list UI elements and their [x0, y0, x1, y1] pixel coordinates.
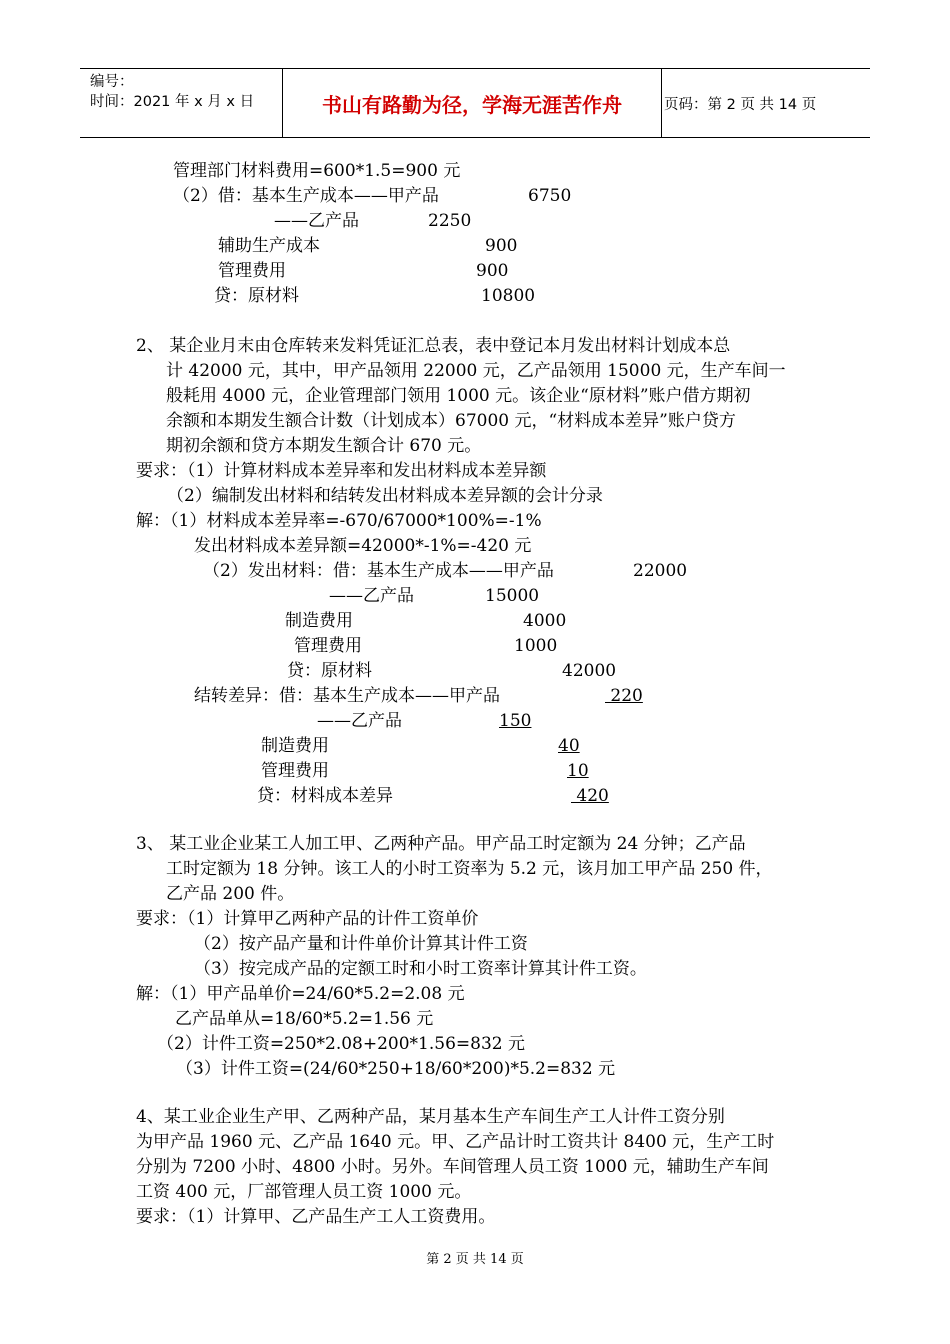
entry-amount: 420: [571, 786, 609, 806]
entry-amount: 2250: [428, 211, 472, 231]
requirement-text: （2）编制发出材料和结转发出材料成本差异额的会计分录: [167, 486, 603, 506]
page-header: [80, 68, 870, 138]
question-text: 为甲产品 1960 元、乙产品 1640 元。甲、乙产品计时工资共计 8400 元，生产工时: [136, 1132, 775, 1152]
solution-text: （2）计件工资=250*2.08+200*1.56=832 元: [157, 1034, 525, 1054]
entry-amount: 150: [499, 711, 532, 731]
entry-amount: 15000: [485, 586, 540, 606]
solution-text: 乙产品单从=18/60*5.2=1.56 元: [175, 1009, 434, 1029]
question-text: 3、 某工业企业某工人加工甲、乙两种产品。甲产品工时定额为 24 分钟；乙产品: [136, 834, 746, 854]
header-divider: [661, 69, 662, 137]
entry-account: （2）借：基本生产成本——甲产品: [173, 186, 439, 206]
text-line: 管理部门材料费用=600*1.5=900 元: [173, 161, 461, 181]
question-text: 乙产品 200 件。: [166, 884, 295, 904]
entry-amount: 10: [567, 761, 589, 781]
question-text: 分别为 7200 小时、4800 小时。另外。车间管理人员工资 1000 元，辅助生产车间: [136, 1157, 769, 1177]
entry-account: 管理费用: [261, 761, 329, 781]
entry-amount: 4000: [523, 611, 567, 631]
entry-account: （2）发出材料：借：基本生产成本——甲产品: [203, 561, 554, 581]
entry-amount: 10800: [481, 286, 536, 306]
entry-amount: 1000: [514, 636, 558, 656]
serial-label: 编号：: [90, 74, 134, 90]
question-text: 工资 400 元，厂部管理人员工资 1000 元。: [136, 1182, 472, 1202]
entry-amount: 22000: [633, 561, 688, 581]
entry-amount: 6750: [528, 186, 572, 206]
question-text: 般耗用 4000 元，企业管理部门领用 1000 元。该企业“原材料”账户借方期初: [166, 386, 751, 406]
requirement-text: 要求：（1）计算材料成本差异率和发出材料成本差异额: [136, 461, 547, 481]
entry-account: 管理费用: [294, 636, 362, 656]
entry-account: 贷：原材料: [287, 661, 372, 681]
header-meta: [90, 72, 254, 112]
question-text: 工时定额为 18 分钟。该工人的小时工资率为 5.2 元，该月加工甲产品 250 件，: [166, 859, 773, 879]
solution-text: 发出材料成本差异额=42000*-1%=-420 元: [194, 536, 532, 556]
entry-account: ——乙产品: [329, 586, 414, 606]
page-footer: 第 2 页 共 14 页: [426, 1252, 524, 1267]
entry-amount: 40: [558, 736, 580, 756]
entry-account: 辅助生产成本: [218, 236, 320, 256]
requirement-text: 要求：（1）计算甲、乙产品生产工人工资费用。: [136, 1207, 496, 1227]
entry-amount: 900: [476, 261, 509, 281]
entry-amount: 220: [605, 686, 643, 706]
header-page-number: 页码：第 2 页 共 14 页: [664, 97, 817, 113]
solution-text: 解：（1）材料成本差异率=-670/67000*100%=-1%: [136, 511, 542, 531]
entry-account: ——乙产品: [274, 211, 359, 231]
entry-account: 管理费用: [218, 261, 286, 281]
header-motto: 书山有路勤为径，学海无涯苦作舟: [322, 92, 622, 117]
time-label: 时间：2021 年 x 月 x 日: [90, 94, 255, 110]
entry-account: 贷：原材料: [214, 286, 299, 306]
question-text: 计 42000 元，其中，甲产品领用 22000 元，乙产品领用 15000 元，生产车间一: [166, 361, 786, 381]
question-text: 期初余额和贷方本期发生额合计 670 元。: [166, 436, 482, 456]
question-text: 余额和本期发生额合计数（计划成本）67000 元，“材料成本差异”账户贷方: [166, 411, 736, 431]
solution-text: （3）计件工资=(24/60*250+18/60*200)*5.2=832 元: [176, 1059, 616, 1079]
entry-amount: 42000: [562, 661, 617, 681]
entry-account: 制造费用: [261, 736, 329, 756]
solution-text: 解：（1）甲产品单价=24/60*5.2=2.08 元: [136, 984, 465, 1004]
requirement-text: （2）按产品产量和计件单价计算其计件工资: [194, 934, 528, 954]
question-text: 4、某工业企业生产甲、乙两种产品，某月基本生产车间生产工人计件工资分别: [136, 1107, 725, 1127]
entry-account: ——乙产品: [317, 711, 402, 731]
requirement-text: 要求：（1）计算甲乙两种产品的计件工资单价: [136, 909, 479, 929]
question-text: 2、 某企业月末由仓库转来发料凭证汇总表，表中登记本月发出材料计划成本总: [136, 336, 731, 356]
entry-account: 贷：材料成本差异: [257, 786, 393, 806]
entry-amount: 900: [485, 236, 518, 256]
entry-account: 结转差异：借：基本生产成本——甲产品: [194, 686, 500, 706]
entry-account: 制造费用: [285, 611, 353, 631]
requirement-text: （3）按完成产品的定额工时和小时工资率计算其计件工资。: [194, 959, 647, 979]
